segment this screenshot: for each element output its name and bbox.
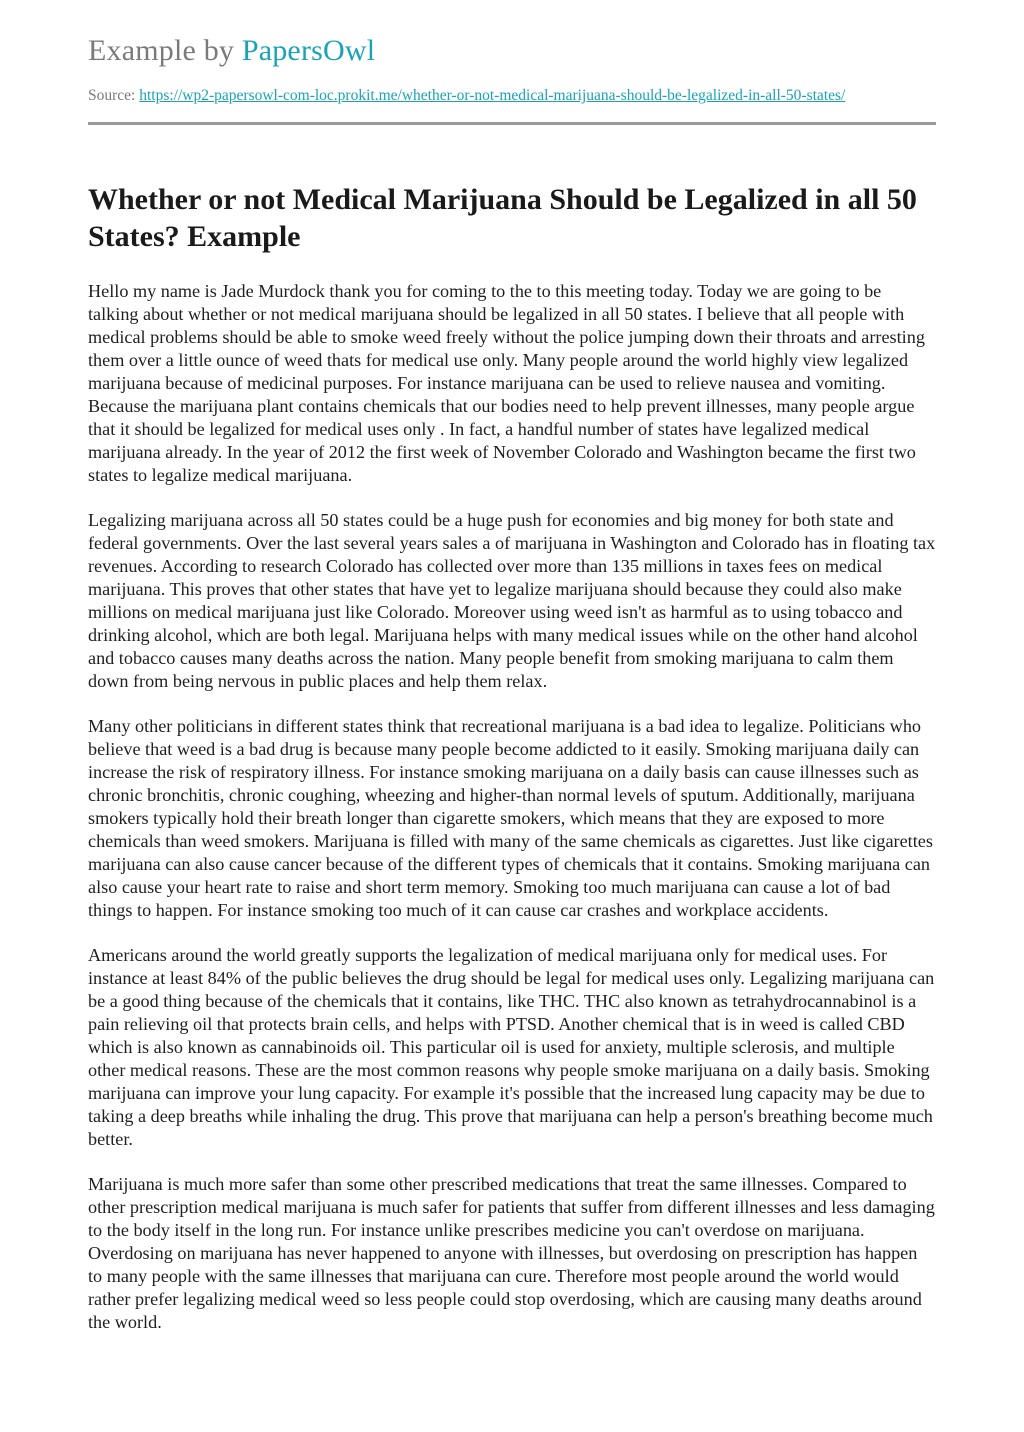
paragraph-3: Many other politicians in different states think that recreational marijuana is a bad idea to legalize. Politicians who believe that weed is a bad drug is because many people become addicted to it easily. Smoking marijuana daily can increase the risk of respiratory illness. For instance smoking marijuana on a daily basis can cause illnesses such as chronic bronchitis, chronic coughing, wheezing and higher-than normal levels of sputum. Additionally, marijuana smokers typically hold their breath longer than cigarette smokers, which means that they are exposed to more chemicals than weed smokers. Marijuana is filled with many of the same chemicals as cigarettes. Just like cigarettes marijuana can also cause cancer because of the different types of chemicals that it contains. Smoking marijuana can also cause your heart rate to raise and short term memory. Smoking too much marijuana can cause a lot of bad things to happen. For instance smoking too much of it can cause car crashes and workplace accidents. [88,716,933,920]
document-page [88,0,936,1356]
brand-prefix: Example by [88,34,242,67]
paragraph-2: Legalizing marijuana across all 50 states could be a huge push for economies and big money for both state and federal governments. Over the last several years sales a of marijuana in Washington and Colorado has in floating tax revenues. According to research Colorado has collected over more than 135 millions in taxes fees on medical marijuana. This proves that other states that have yet to legalize marijuana should because they could also make millions on medical marijuana just like Colorado. Moreover using weed isn't as harmful as to using tobacco and drinking alcohol, which are both legal. Marijuana helps with many medical issues while on the other hand alcohol and tobacco causes many deaths across the nation. Many people benefit from smoking marijuana to calm them down from being nervous in public places and help them relax. [88,510,936,691]
source-label: Source: [88,87,140,104]
paragraph-5: Marijuana is much more safer than some other prescribed medications that treat the same illnesses. Compared to other prescription medical marijuana is much safer for patients that suffer from different illnesses and less damaging to the body itself in the long run. For instance unlike prescribes medicine you can't overdose on marijuana. Overdosing on marijuana has never happened to anyone with illnesses, but overdosing on prescription has happen to many people with the same illnesses that marijuana can cure. Therefore most people around the world would rather prefer legalizing medical weed so less people could stop overdosing, which are causing many deaths around the world. [88,1174,935,1332]
article-title: Whether or not Medical Marijuana Should be Legalized in all 50 States? Example [88,183,917,253]
source-link[interactable]: https://wp2-papersowl-com-loc.prokit.me/whether-or-not-medical-marijuana-should-be-legalized-in-all-50-states/ [139,87,846,104]
paragraph-4: Americans around the world greatly supports the legalization of medical marijuana only for medical uses. For instance at least 84% of the public believes the drug should be legal for medical uses only. Legalizing marijuana can be a good thing because of the chemicals that it contains, like THC. THC also known as tetrahydrocannabinol is a pain relieving oil that protects brain cells, and helps with PTSD. Another chemical that is in weed is called CBD which is also known as cannabinoids oil. This particular oil is used for anxiety, multiple sclerosis, and multiple other medical reasons. These are the most common reasons why people smoke marijuana on a daily basis. Smoking marijuana can improve your lung capacity. For example it's possible that the increased lung capacity may be due to taking a deep breaths while inhaling the drug. This prove that marijuana can help a person's breathing become much better. [88,945,935,1149]
brand-header [88,33,936,69]
header-divider [88,122,936,125]
brand-name-link[interactable]: PapersOwl [241,34,376,67]
source-line [88,86,936,105]
article-body [88,280,936,1334]
paragraph-1: Hello my name is Jade Murdock thank you for coming to the to this meeting today. Today we are going to be talking about whether or not medical marijuana should be legalized in all 50 states. I believe that all people with medical problems should be able to smoke weed freely without the police jumping down their throats and arresting them over a little ounce of weed thats for medical use only. Many people around the world highly view legalized marijuana because of medicinal purposes. For instance marijuana can be used to relieve nausea and vomiting. Because the marijuana plant contains chemicals that our bodies need to help prevent illnesses, many people argue that it should be legalized for medical uses only . In fact, a handful number of states have legalized medical marijuana already. In the year of 2012 the first week of November Colorado and Washington became the first two states to legalize medical marijuana. [88,281,925,485]
